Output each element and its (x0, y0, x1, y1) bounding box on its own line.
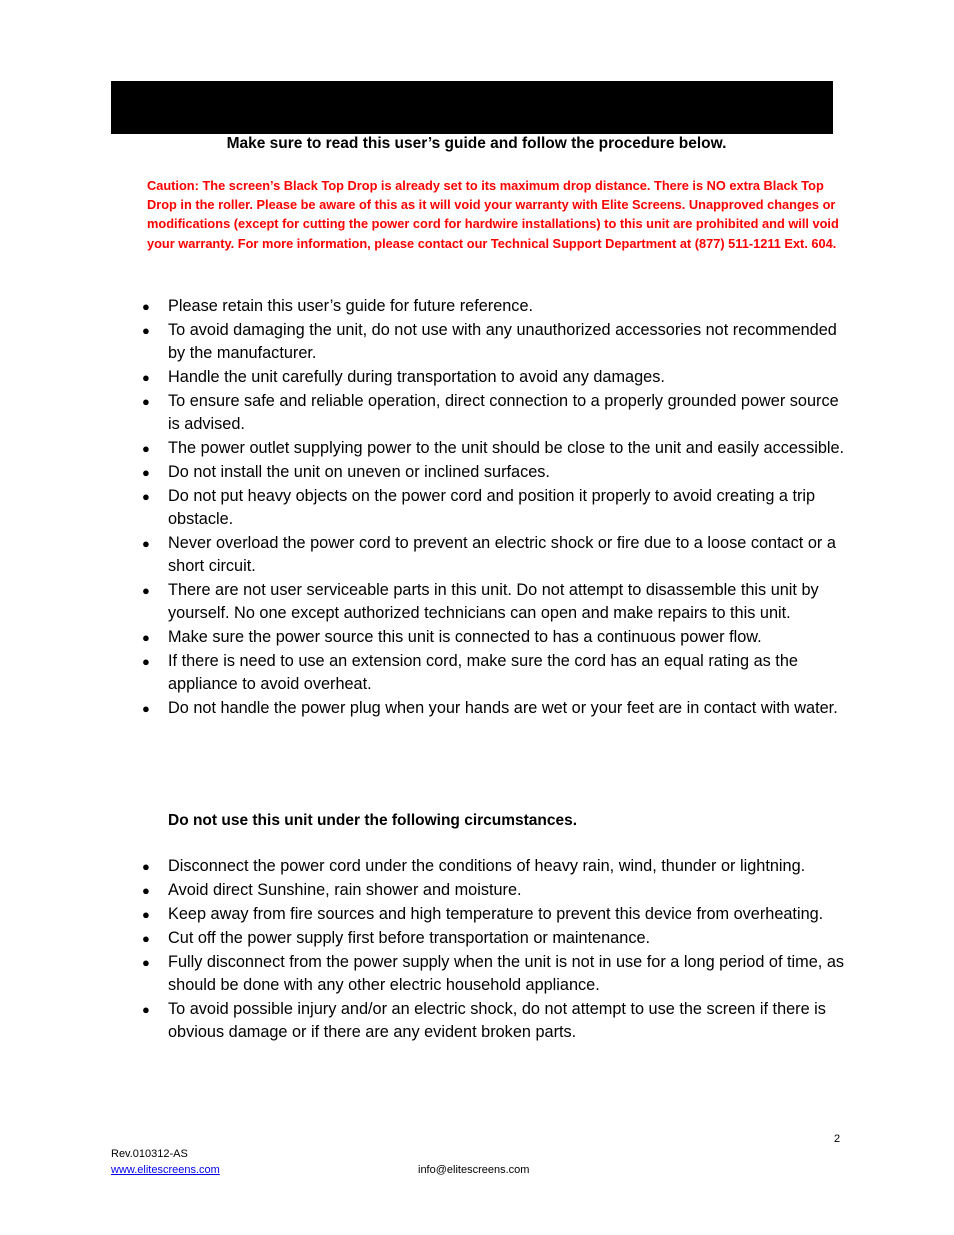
list-item-text: To ensure safe and reliable operation, direct connection to a properly grounded power source is advised. (168, 392, 839, 433)
list-item-text: To avoid possible injury and/or an electric shock, do not attempt to use the screen if there is obvious damage or if there are any evident broken parts. (168, 1000, 826, 1041)
list-item-text: There are not user serviceable parts in this unit. Do not attempt to disassemble this unit by yourself. No one except authorized technicians can open and make repairs to this unit. (168, 581, 819, 622)
bullet-icon: ● (142, 907, 150, 922)
bullet-icon: ● (142, 883, 150, 898)
list-item-text: Do not install the unit on uneven or inclined surfaces. (168, 463, 550, 481)
safety-list (139, 295, 849, 721)
list-item (139, 626, 849, 649)
intro-heading: Make sure to read this user’s guide and follow the procedure below. (226, 135, 727, 152)
bullet-icon: ● (142, 370, 150, 385)
list-item (139, 879, 849, 902)
list-item-text: Disconnect the power cord under the conditions of heavy rain, wind, thunder or lightning. (168, 857, 806, 875)
bullet-icon: ● (142, 931, 150, 946)
list-item (139, 650, 849, 696)
bullet-icon: ● (142, 489, 150, 504)
list-item-text: To avoid damaging the unit, do not use with any unauthorized accessories not recommended by the manufacturer. (168, 321, 837, 362)
list-item-text: If there is need to use an extension cord, make sure the cord has an equal rating as the appliance to avoid overheat. (168, 652, 798, 693)
bullet-icon: ● (142, 654, 150, 669)
list-item (139, 903, 849, 926)
list-item (139, 390, 849, 436)
list-item (139, 927, 849, 950)
list-item (139, 951, 849, 997)
list-item (139, 855, 849, 878)
bullet-icon: ● (142, 323, 150, 338)
email-address: info@elitescreens.com (418, 1164, 530, 1176)
list-item (139, 319, 849, 365)
bullet-icon: ● (142, 630, 150, 645)
bullet-icon: ● (142, 536, 150, 551)
list-item-text: Avoid direct Sunshine, rain shower and moisture. (168, 881, 522, 899)
list-item-text: Make sure the power source this unit is connected to has a continuous power flow. (168, 628, 762, 646)
circumstances-heading: Do not use this unit under the following circumstances. (168, 812, 578, 829)
list-item (139, 366, 849, 389)
list-item (139, 532, 849, 578)
list-item (139, 485, 849, 531)
bullet-icon: ● (142, 583, 150, 598)
list-item-text: Please retain this user’s guide for future reference. (168, 297, 534, 315)
bullet-icon: ● (142, 955, 150, 970)
list-item (139, 998, 849, 1044)
bullet-icon: ● (142, 394, 150, 409)
list-item-text: Never overload the power cord to prevent an electric shock or fire due to a loose contact or a short circuit. (168, 534, 836, 575)
bullet-icon: ● (142, 441, 150, 456)
revision-code: Rev.010312-AS (111, 1148, 188, 1160)
caution-notice: Caution: The screen’s Black Top Drop is already set to its maximum drop distance. There is NO extra Black Top Drop in the roller. Please be aware of this as it will void your warranty with Elite Screens. Unapproved changes or modifications (except for cutting the power cord for hardwire installations) to this unit are prohibited and will void your warranty. For more information, please contact our Technical Support Department at (877) 511-1211 Ext. 604. (147, 178, 839, 251)
page-number: 2 (834, 1133, 841, 1145)
list-item-text: Do not put heavy objects on the power cord and position it properly to avoid creating a trip obstacle. (168, 487, 816, 528)
list-item (139, 697, 849, 720)
bullet-icon: ● (142, 859, 150, 874)
list-item-text: Cut off the power supply first before transportation or maintenance. (168, 929, 651, 947)
bullet-icon: ● (142, 701, 150, 716)
bullet-icon: ● (142, 465, 150, 480)
website-link[interactable]: www.elitescreens.com (111, 1164, 220, 1176)
list-item-text: Handle the unit carefully during transportation to avoid any damages. (168, 368, 665, 386)
list-item (139, 437, 849, 460)
bullet-icon: ● (142, 1002, 150, 1017)
header-bar (111, 81, 833, 134)
bullet-icon: ● (142, 299, 150, 314)
list-item-text: Do not handle the power plug when your hands are wet or your feet are in contact with water. (168, 699, 838, 717)
list-item-text: The power outlet supplying power to the unit should be close to the unit and easily accessible. (168, 439, 845, 457)
list-item (139, 461, 849, 484)
list-item (139, 295, 849, 318)
list-item-text: Keep away from fire sources and high temperature to prevent this device from overheating. (168, 905, 824, 923)
list-item (139, 579, 849, 625)
circumstances-list (139, 855, 849, 1045)
list-item-text: Fully disconnect from the power supply when the unit is not in use for a long period of time, as should be done with any other electric household appliance. (168, 953, 845, 994)
